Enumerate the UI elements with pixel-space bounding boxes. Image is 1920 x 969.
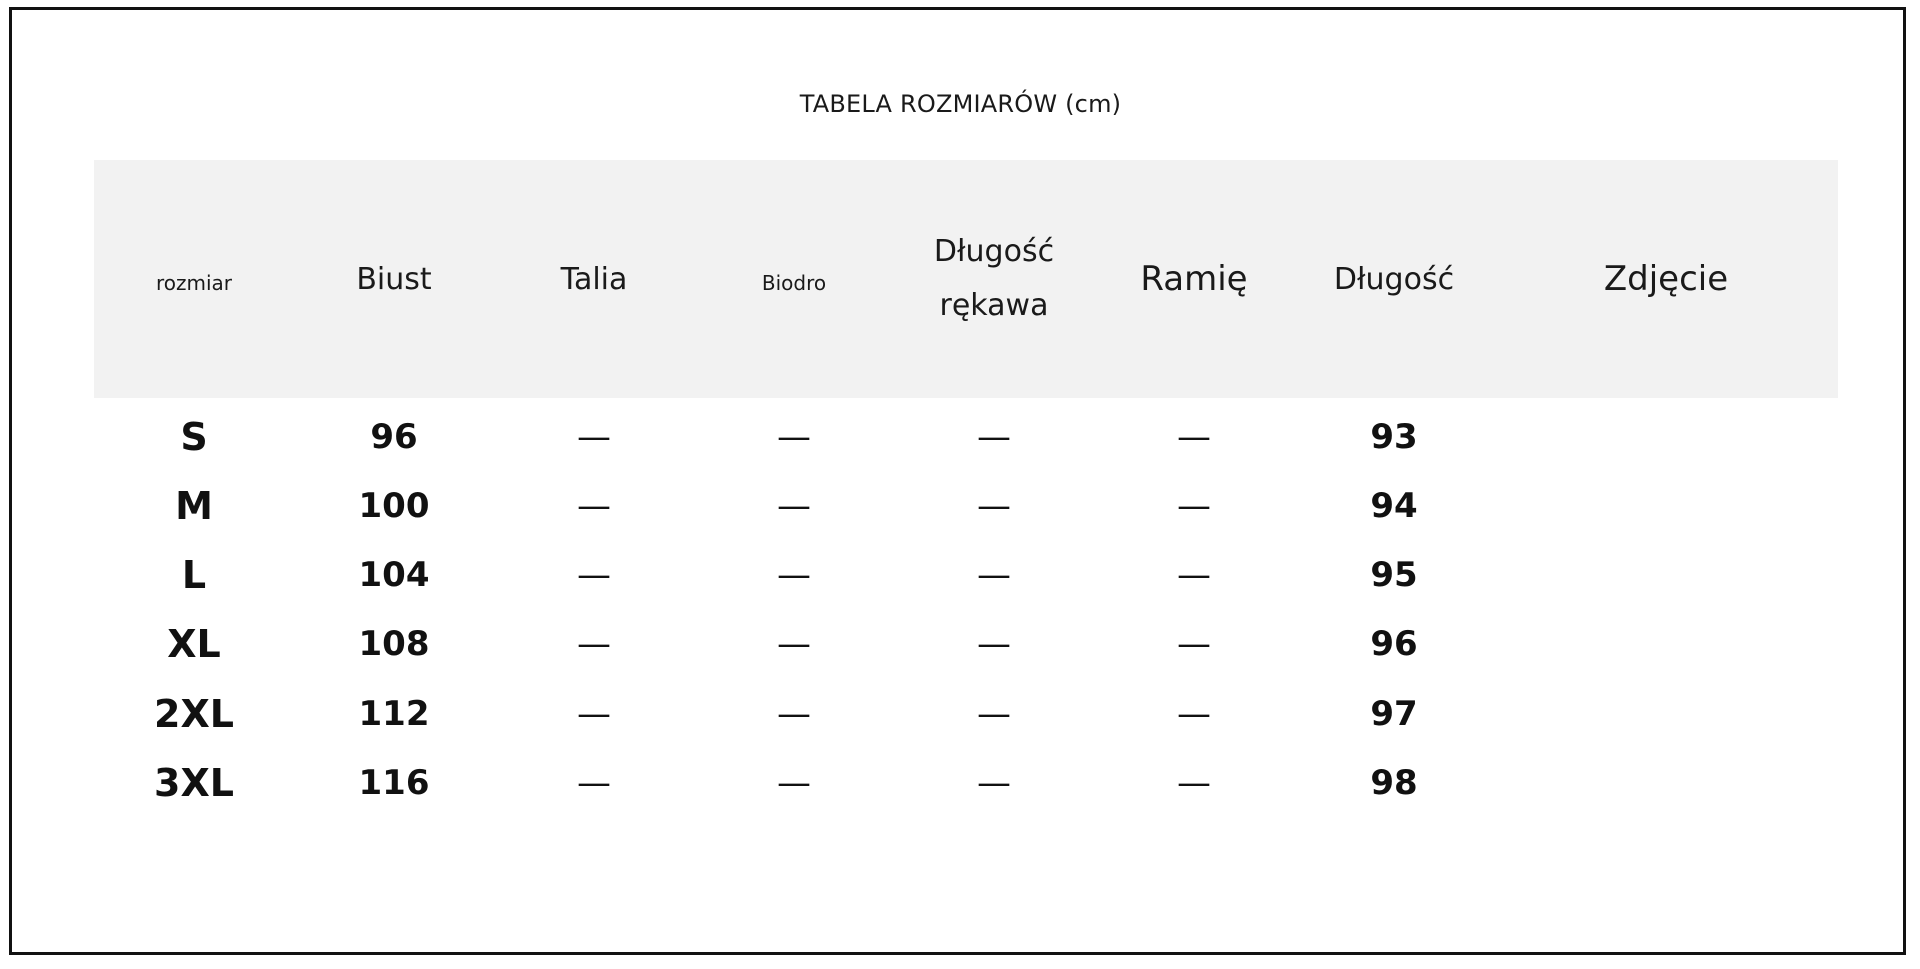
header-sleeve-line1: Długość — [933, 234, 1055, 269]
cell-hip: — — [777, 763, 811, 803]
cell-photo — [1494, 402, 1838, 471]
size-chart-frame — [9, 7, 1906, 955]
cell-bust: 104 — [358, 555, 430, 596]
cell-shoulder: — — [1177, 763, 1211, 803]
cell-size: M — [175, 483, 213, 528]
cell-length: 94 — [1370, 485, 1418, 526]
cell-bust: 96 — [370, 416, 418, 457]
cell-bust: 116 — [358, 763, 430, 803]
cell-photo — [1494, 471, 1838, 540]
cell-hip: — — [777, 416, 811, 457]
header-sleeve-line2: rękawa — [939, 288, 1049, 323]
cell-waist: — — [577, 693, 611, 734]
cell-shoulder: — — [1177, 624, 1211, 665]
cell-length: 97 — [1370, 693, 1418, 734]
header-bust-label: Biust — [356, 261, 432, 297]
cell-sleeve: — — [977, 485, 1011, 526]
header-size-label: rozmiar — [155, 271, 233, 295]
header-shoulder-label: Ramię — [1140, 259, 1248, 299]
header-photo-label: Zdjęcie — [1603, 259, 1729, 299]
header-length-label: Długość — [1333, 261, 1455, 297]
header-length — [1294, 160, 1494, 398]
cell-shoulder: — — [1177, 485, 1211, 526]
header-size — [94, 160, 294, 402]
header-waist — [494, 160, 694, 398]
cell-length: 93 — [1370, 416, 1418, 457]
cell-size: S — [180, 414, 208, 459]
cell-hip: — — [777, 624, 811, 665]
cell-hip: — — [777, 693, 811, 734]
cell-sleeve: — — [977, 763, 1011, 803]
cell-sleeve: — — [977, 555, 1011, 596]
header-hip — [694, 160, 894, 402]
cell-photo — [1494, 610, 1838, 679]
cell-hip: — — [777, 485, 811, 526]
cell-size: XL — [167, 622, 221, 667]
cell-waist: — — [577, 624, 611, 665]
cell-size: L — [181, 553, 207, 598]
page-title: TABELA ROZMIARÓW (cm) — [799, 90, 1122, 118]
cell-length: 96 — [1370, 624, 1418, 665]
cell-photo — [1494, 679, 1838, 748]
cell-size: 2XL — [154, 691, 234, 736]
header-hip-label: Biodro — [761, 271, 827, 295]
header-shoulder — [1094, 160, 1294, 398]
cell-shoulder: — — [1177, 416, 1211, 457]
cell-shoulder: — — [1177, 693, 1211, 734]
cell-bust: 100 — [358, 485, 430, 526]
cell-shoulder: — — [1177, 555, 1211, 596]
cell-sleeve: — — [977, 624, 1011, 665]
cell-length: 95 — [1370, 555, 1418, 596]
cell-waist: — — [577, 416, 611, 457]
cell-waist: — — [577, 485, 611, 526]
header-waist-label: Talia — [560, 261, 628, 297]
cell-waist: — — [577, 763, 611, 803]
header-bust — [294, 160, 494, 398]
cell-sleeve: — — [977, 693, 1011, 734]
header-photo — [1494, 160, 1838, 398]
cell-photo — [1494, 541, 1838, 610]
cell-sleeve: — — [977, 416, 1011, 457]
header-sleeve-length — [894, 160, 1094, 398]
cell-size: 3XL — [154, 761, 234, 805]
cell-length: 98 — [1370, 763, 1418, 803]
cell-waist: — — [577, 555, 611, 596]
cell-bust: 112 — [358, 693, 430, 734]
cell-bust: 108 — [358, 624, 430, 665]
cell-hip: — — [777, 555, 811, 596]
cell-photo — [1494, 749, 1838, 818]
